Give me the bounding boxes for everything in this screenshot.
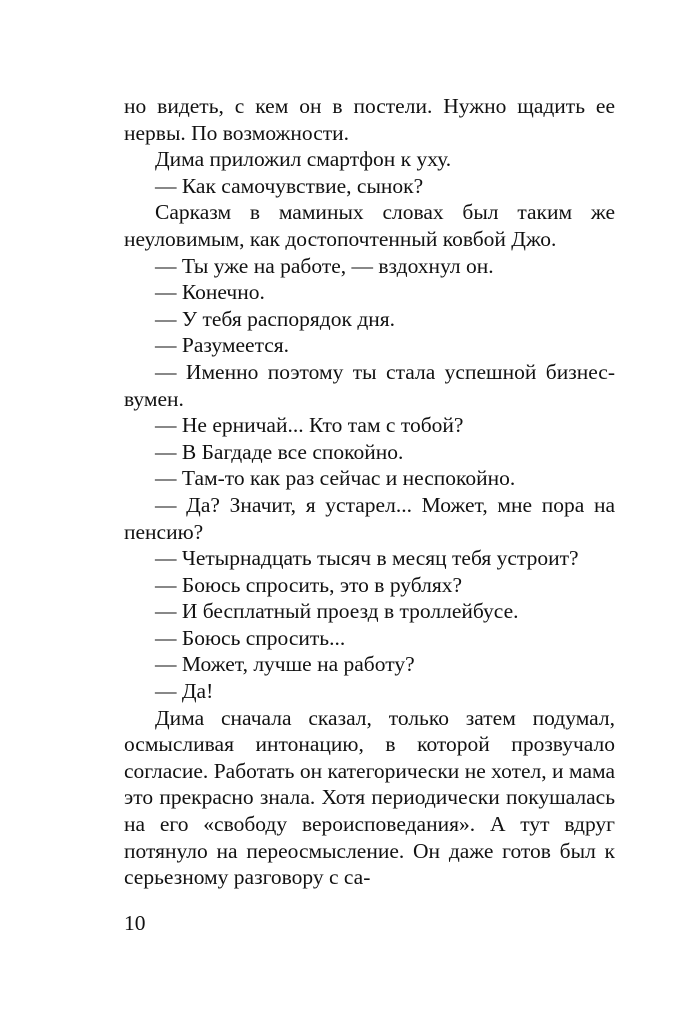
dialogue-line: — Как самочувствие, сынок? (155, 173, 424, 198)
paragraph: Дима приложил смартфон к уху. (155, 147, 452, 172)
page-number: 10 (124, 911, 146, 935)
dialogue-line: — Ты уже на работе, — вздохнул он. (155, 253, 494, 278)
dialogue-line: — Четырнадцать тысяч в месяц тебя устроит? (155, 546, 579, 571)
dialogue-line: — Конечно. (155, 280, 265, 305)
dialogue-line: — Разумеется. (155, 333, 290, 358)
dialogue-line: — Да! (155, 679, 214, 704)
dialogue-line: — Может, лучше на работу? (155, 652, 415, 677)
paragraph: Дима сначала сказал, только затем подумал, осмысливая интонацию, в которой прозвучало согласие. Работать он категорически не хотел, и мама это прекрасно знала. Хотя периодически покушалась на его «свободу вероисповедания». А тут вдруг потянуло на переосмысление. Он даже готов был к серьезному разговору с са- (124, 705, 615, 890)
dialogue-line: — Не ерничай... Кто там с тобой? (155, 413, 464, 438)
paragraph-continuation: но видеть, с кем он в постели. Нужно щадить ее нервы. По возможности. (124, 94, 615, 145)
body-text (124, 93, 615, 891)
dialogue-line: — И бесплатный проезд в троллейбусе. (155, 599, 519, 624)
dialogue-line: — Да? Значит, я устарел... Может, мне пора на пенсию? (124, 492, 615, 544)
dialogue-line: — Боюсь спросить, это в рублях? (155, 572, 463, 597)
dialogue-line: — Именно поэтому ты стала успешной бизнес-вумен. (124, 359, 615, 411)
dialogue-line: — У тебя распорядок дня. (155, 306, 396, 331)
dialogue-line: — Боюсь спросить... (155, 625, 346, 650)
dialogue-line: — В Багдаде все спокойно. (155, 439, 404, 464)
paragraph: Сарказм в маминых словах был таким же неуловимым, как достопочтенный ковбой Джо. (124, 200, 615, 251)
dialogue-line: — Там-то как раз сейчас и неспокойно. (155, 466, 516, 491)
